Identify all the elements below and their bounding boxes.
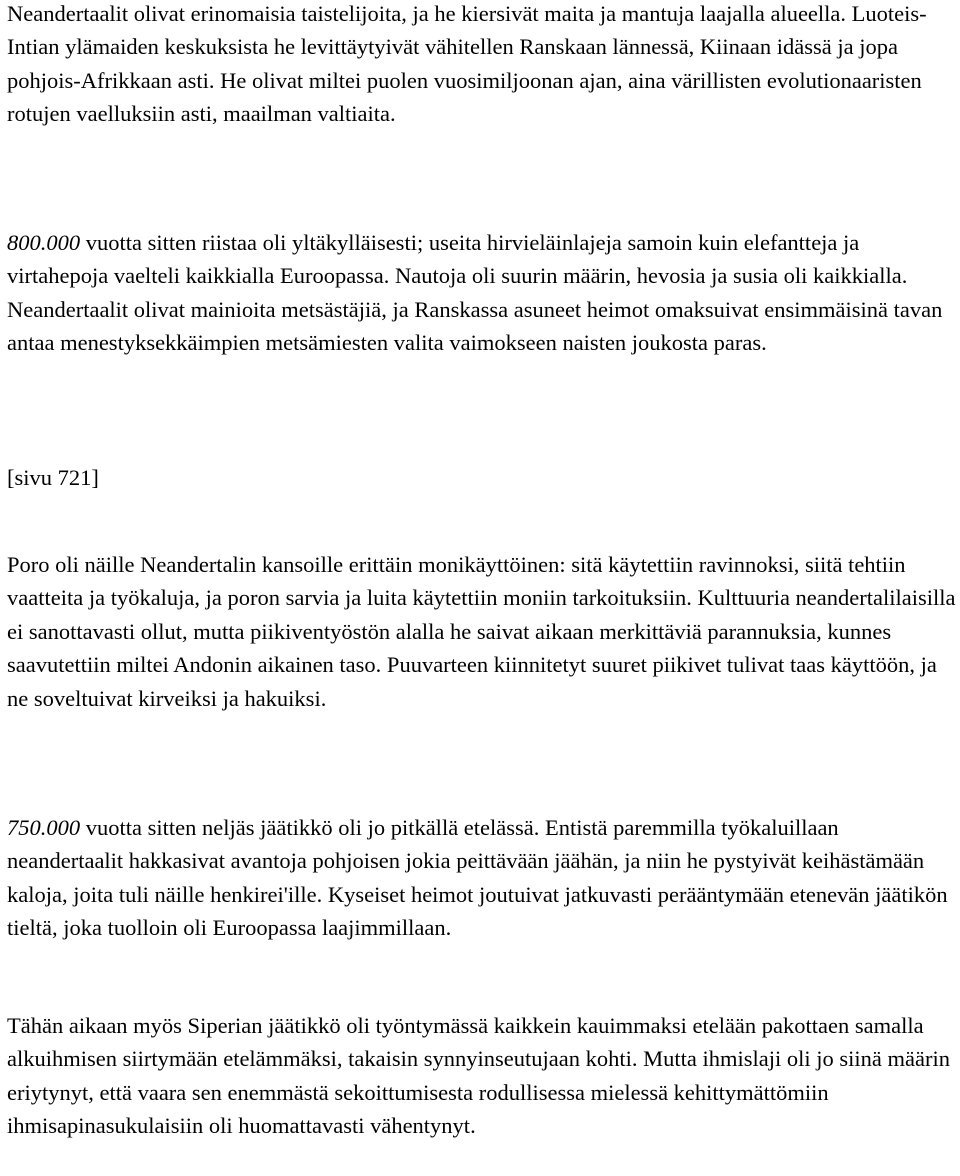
page-reference-text: [sivu 721]: [7, 465, 99, 490]
paragraph-800000-years: [7, 226, 957, 360]
page-reference: [7, 461, 957, 494]
paragraph-text: Neandertaalit olivat erinomaisia taistelijoita, ja he kiersivät maita ja mantuja laajalla alueella. Luoteis-Intian ylämaiden keskuksista he levittäytyivät vähitellen Ranskaan lännessä, Kiinaan idässä ja jopa pohjois-Afrikkaan asti. He olivat miltei puolen vuosimiljoonan ajan, aina värillisten evolutionaaristen rotujen vaelluksiin asti, maailman valtiaita.: [7, 1, 927, 127]
paragraph-text: vuotta sitten riistaa oli yltäkylläisesti; useita hirvieläinlajeja samoin kuin elefantteja ja virtahepoja vaelteli kaikkialla Euroopassa. Nautoja oli suurin määrin, hevosia ja susia oli kaikkialla. Neandertaalit olivat mainioita metsästäjiä, ja Ranskassa asuneet heimot omaksuivat ensimmäisinä tavan antaa menestyksekkäimpien metsämiesten valita vaimokseen naisten joukosta paras.: [7, 230, 943, 356]
year-figure: 800.000: [7, 230, 81, 255]
paragraph-750000-years: [7, 811, 957, 945]
paragraph-siberian-glacier: [7, 1009, 957, 1143]
paragraph-reindeer: [7, 548, 957, 715]
paragraph-text: Tähän aikaan myös Siperian jäätikkö oli työntymässä kaikkein kauimmaksi etelään pakottaen samalla alkuihmisen siirtymään etelämmäksi, takaisin synnyinseutujaan kohti. Mutta ihmislaji oli jo siinä määrin eriytynyt, että vaara sen enemmästä sekoittumisesta rodullisessa mielessä kehittymättömiin ihmisapinasukulaisiin oli huomattavasti vähentynyt.: [7, 1013, 950, 1139]
year-figure: 750.000: [7, 815, 81, 840]
paragraph-text: vuotta sitten neljäs jäätikkö oli jo pitkällä etelässä. Entistä paremmilla työkaluillaan neandertaalit hakkasivat avantoja pohjoisen jokia peittävään jäähän, ja niin he pystyivät keihästämään kaloja, joita tuli näille henkirei'ille. Kyseiset heimot joutuivat jatkuvasti perääntymään etenevän jäätikön tieltä, joka tuolloin oli Euroopassa laajimmillaan.: [7, 815, 948, 941]
paragraph-neanderthal-warriors: [7, 0, 957, 131]
paragraph-text: Poro oli näille Neandertalin kansoille erittäin monikäyttöinen: sitä käytettiin ravinnoksi, siitä tehtiin vaatteita ja työkaluja, ja poron sarvia ja luita käytettiin moniin tarkoituksiin. Kulttuuria neandertalilaisilla ei sanottavasti ollut, mutta piikiventyöstön alalla he saivat aikaan merkittäviä parannuksia, kunnes saavutettiin miltei Andonin aikainen taso. Puuvarteen kiinnitetyt suuret piikivet tulivat taas käyttöön, ja ne soveltuivat kirveiksi ja hakuiksi.: [7, 552, 956, 711]
